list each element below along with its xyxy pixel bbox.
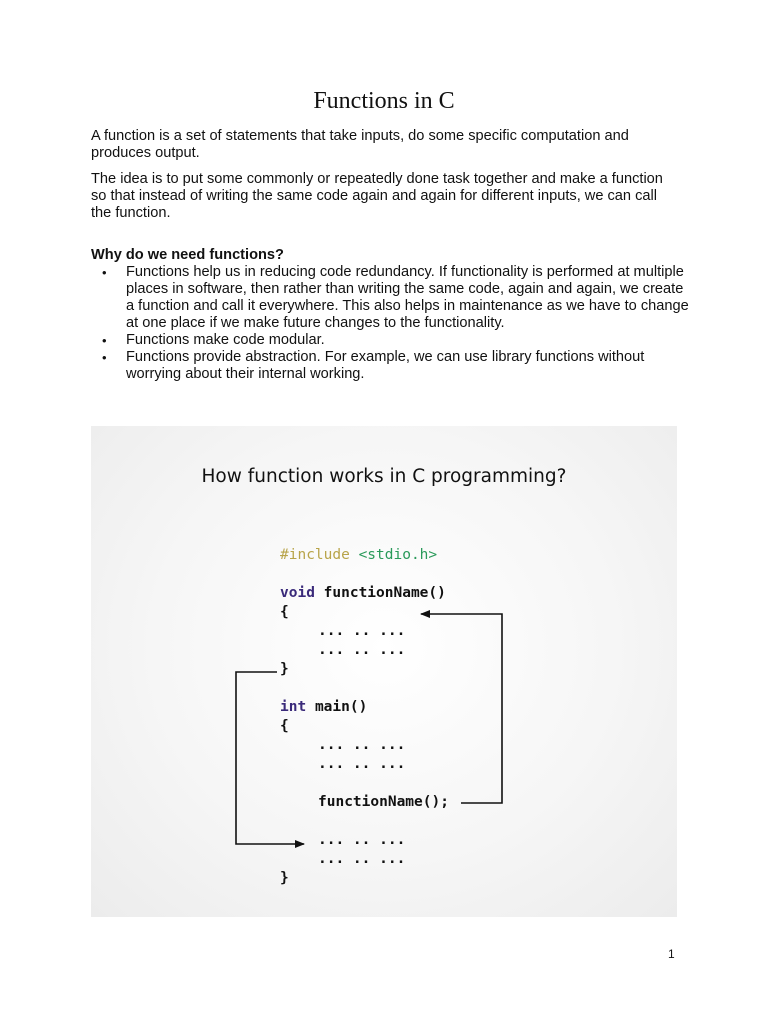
main-decl: main() xyxy=(314,699,368,715)
code-open-brace: { xyxy=(280,718,289,734)
code-close-brace: } xyxy=(280,661,289,677)
flow-arrows xyxy=(91,426,677,917)
call-arrow xyxy=(236,672,307,844)
reasons-list xyxy=(91,264,691,383)
void-keyword: void xyxy=(280,585,315,601)
code-func-call: functionName(); xyxy=(318,794,449,810)
figure-title: How function works in C programming? xyxy=(201,466,567,487)
code-open-brace: { xyxy=(280,604,289,620)
list-item xyxy=(91,264,691,332)
code-dots: ... .. ... xyxy=(318,737,406,753)
bullet-icon: • xyxy=(102,350,107,365)
list-item xyxy=(91,349,691,383)
list-item-text: Functions provide abstraction. For example, we can use library functions without worrying about their internal working. xyxy=(126,349,645,382)
code-dots: ... .. ... xyxy=(318,623,406,639)
code-dots: ... .. ... xyxy=(318,851,406,867)
page-number: 1 xyxy=(668,947,675,961)
int-keyword: int xyxy=(280,699,307,715)
intro-paragraph: A function is a set of statements that take inputs, do some specific computation and produces output. xyxy=(91,128,629,161)
return-arrow xyxy=(421,614,502,803)
idea-paragraph: The idea is to put some commonly or repeatedly done task together and make a function so that instead of writing the same code again and again for different inputs, we can call the function. xyxy=(91,171,663,221)
list-item-text: Functions help us in reducing code redundancy. If functionality is performed at multiple places in software, then rather than writing the same code, again and again, we create a function and call it everywhere. This also helps in maintenance as we have to change at one place if we make future changes to the functionality. xyxy=(126,264,689,331)
list-item-text: Functions make code modular. xyxy=(126,332,325,348)
function-flow-figure xyxy=(91,426,677,917)
include-header: <stdio.h> xyxy=(358,547,438,563)
func-decl: functionName() xyxy=(323,585,446,601)
list-item xyxy=(91,332,691,349)
code-dots: ... .. ... xyxy=(318,642,406,658)
page-title: Functions in C xyxy=(313,88,455,114)
include-keyword: #include xyxy=(280,547,350,563)
section-heading: Why do we need functions? xyxy=(91,247,284,263)
code-dots: ... .. ... xyxy=(318,756,406,772)
code-close-brace: } xyxy=(280,870,289,886)
code-dots: ... .. ... xyxy=(318,832,406,848)
bullet-icon: • xyxy=(102,333,107,348)
bullet-icon: • xyxy=(102,265,107,280)
